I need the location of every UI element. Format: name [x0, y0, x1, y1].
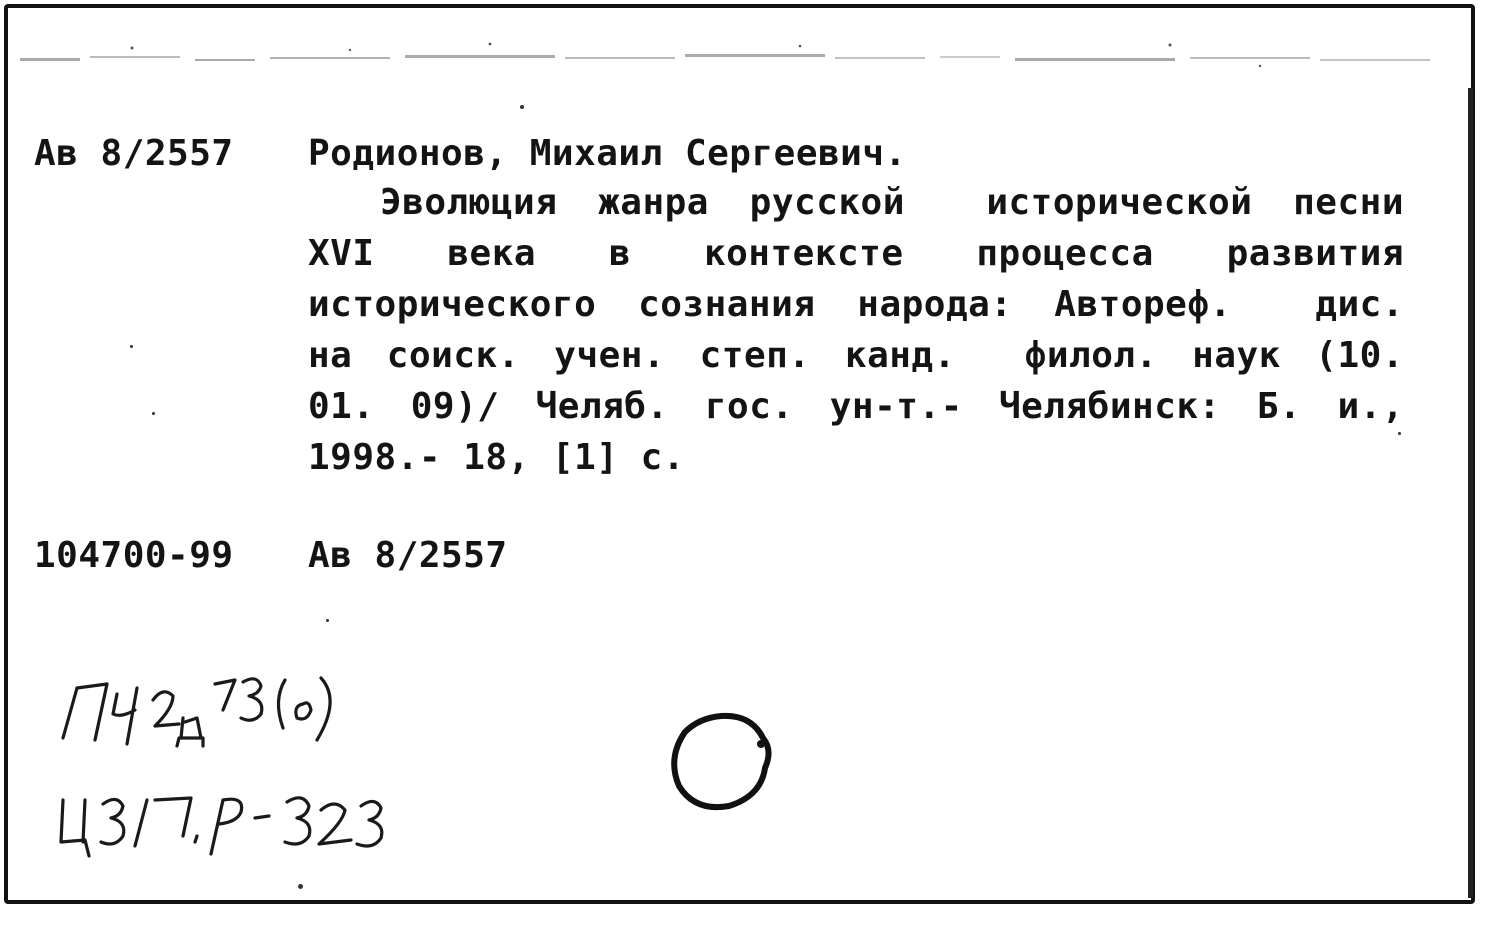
handwritten-classification [55, 660, 455, 860]
description-line: 01. 09)/ Челяб. гос. ун-т.- Челябинск: Б. и., [308, 386, 1404, 427]
scan-speck [298, 884, 303, 889]
scan-noise-band [20, 30, 1450, 80]
description-line: исторического сознания народа: Автореф. дис. [308, 284, 1404, 325]
handwritten-line-1 [63, 678, 330, 746]
inventory-shelf-code: Ав 8/2557 [308, 535, 508, 576]
card-edge-shadow [1468, 88, 1473, 898]
description-line: Эволюция жанра русской исторической песни [380, 182, 1404, 223]
scan-speck [326, 619, 329, 622]
scan-speck [1398, 432, 1401, 435]
handwritten-line-2 [61, 798, 382, 856]
scan-speck [130, 345, 133, 348]
description-line: 1998.- 18, [1] с. [308, 437, 685, 478]
description-line: на соиск. учен. степ. канд. филол. наук (10. [308, 335, 1404, 376]
scan-speck [520, 105, 524, 109]
inventory-number: 104700-99 [34, 535, 234, 576]
scan-speck [152, 412, 155, 415]
author-heading: Родионов, Михаил Сергеевич. [308, 133, 907, 174]
stamp-circle [665, 708, 777, 816]
shelf-code: Ав 8/2557 [34, 133, 234, 174]
description-line: XVI века в контексте процесса развития [308, 233, 1404, 274]
